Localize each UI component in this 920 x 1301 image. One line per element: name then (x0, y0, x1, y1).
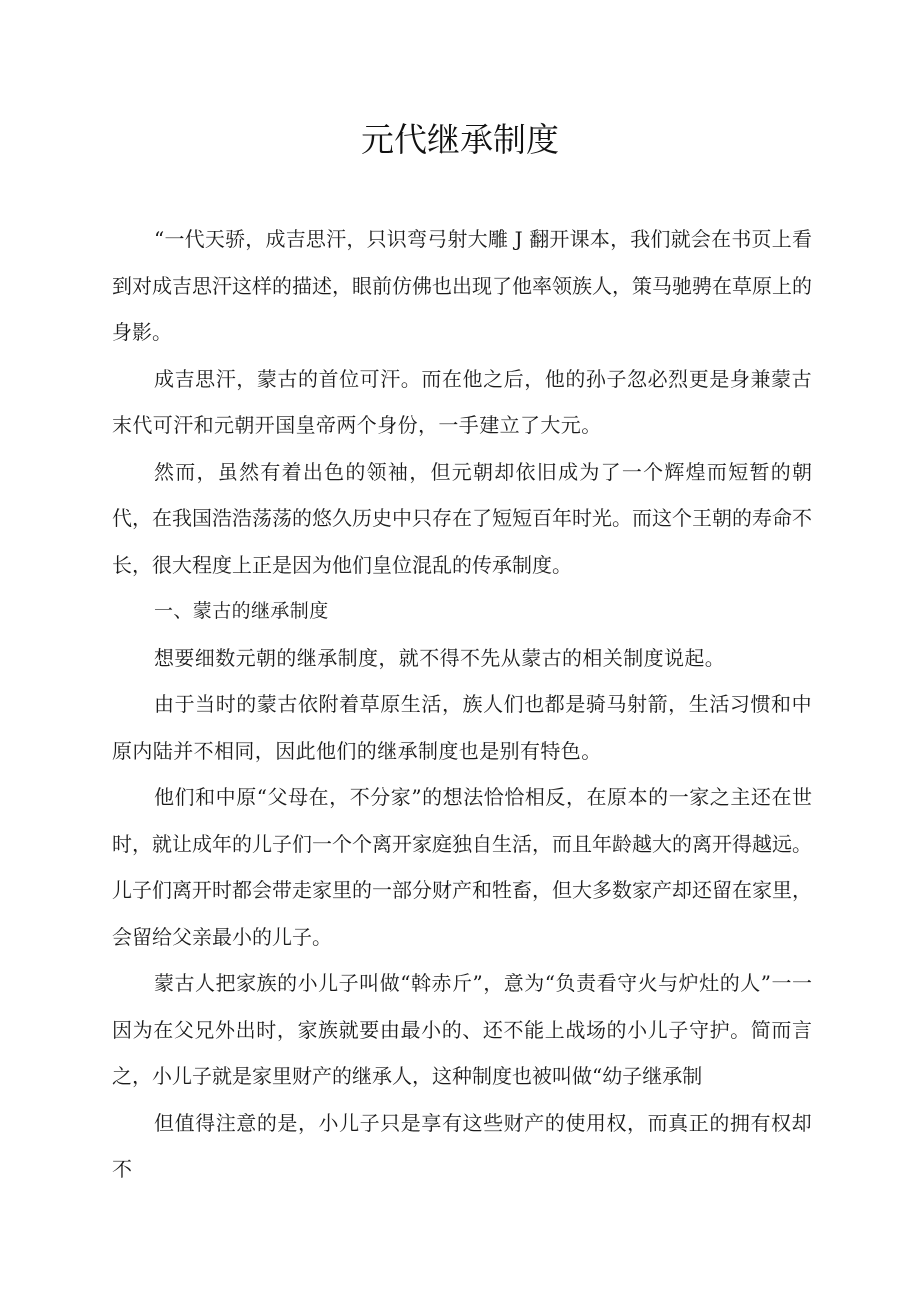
paragraph-intro: “一代天骄，成吉思汗，只识弯弓射大雕 J 翻开课本，我们就会在书页上看到对成吉思汗这样的描述，眼前仿佛也出现了他率领族人，策马驰骋在草原上的身影。 (112, 227, 812, 344)
paragraph-usage-rights: 但值得注意的是，小儿子只是享有这些财产的使用权，而真正的拥有权却不 (112, 1110, 812, 1181)
section-heading: 一、蒙古的继承制度 (154, 600, 329, 622)
paragraph-genghis-khan: 成吉思汗，蒙古的首位可汗。而在他之后，他的孙子忽必烈更是身兼蒙古末代可汗和元朝开国皇帝两个身份，一手建立了大元。 (112, 366, 812, 437)
paragraph-mongol-system: 想要细数元朝的继承制度，就不得不先从蒙古的相关制度说起。 (154, 645, 726, 670)
page-title: 元代继承制度 (361, 120, 559, 159)
paragraph-sons-leave-home: 他们和中原“父母在，不分家”的想法恰恰相反，在原本的一家之主还在世时，就让成年的儿子们一个个离开家庭独自生活，而且年龄越大的离开得越远。儿子们离开时都会带走家里的一部分财产和牲畜，但大多数家产却还留在家里，会留给父亲最小的儿子。 (112, 785, 812, 949)
paragraph-otchigin: 蒙古人把家族的小儿子叫做“斡赤斤”，意为“负责看守火与炉灶的人”一一因为在父兄外出时，家族就要由最小的、还不能上战场的小儿子守护。简而言之，小儿子就是家里财产的继承人，这种制度也被叫做“幼子继承制 (112, 971, 812, 1088)
paragraph-grassland-life: 由于当时的蒙古依附着草原生活，族人们也都是骑马射箭，生活习惯和中原内陆并不相同，因此他们的继承制度也是别有特色。 (112, 692, 812, 763)
paragraph-short-dynasty: 然而，虽然有着出色的领袖，但元朝却依旧成为了一个辉煌而短暂的朝代，在我国浩浩荡荡的悠久历史中只存在了短短百年时光。而这个王朝的寿命不长，很大程度上正是因为他们皇位混乱的传承制度。 (112, 459, 812, 577)
document-body (112, 216, 812, 1193)
